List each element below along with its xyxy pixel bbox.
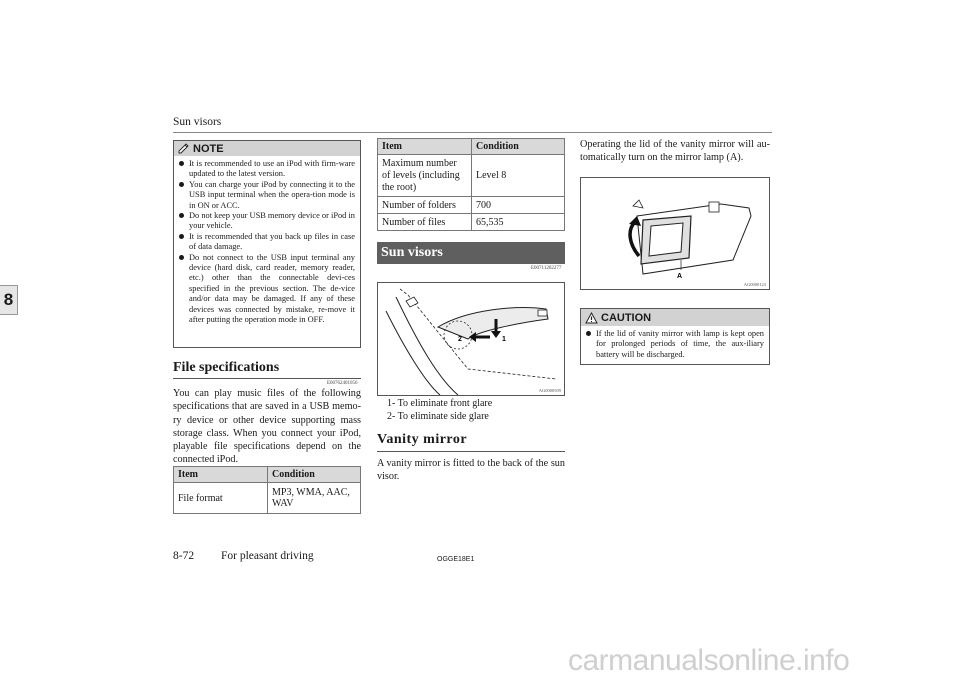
footer-code: OGGE18E1 <box>437 556 475 563</box>
table-cell: Number of folders <box>378 197 472 214</box>
table-header-condition: Condition <box>472 139 565 155</box>
file-specs-rule <box>173 378 361 379</box>
file-format-table <box>173 466 361 514</box>
note-list <box>174 156 360 326</box>
limits-table <box>377 138 565 231</box>
note-header <box>174 141 360 156</box>
note-item: It is recommended that you back up files in case of data damage. <box>179 232 355 253</box>
table-cell: 65,535 <box>472 214 565 231</box>
vanity-mirror-body: A vanity mirror is fitted to the back of the sun visor. <box>377 458 565 483</box>
table-row <box>378 197 565 214</box>
note-item: You can charge your iPod by connecting it to the USB input terminal when the opera-tion mode is in ON or ACC. <box>179 180 355 211</box>
caution-title: CAUTION <box>601 311 652 324</box>
figure-label-a: A <box>677 273 683 280</box>
table-cell: Level 8 <box>472 155 565 197</box>
sun-visors-banner: Sun visors <box>377 242 565 264</box>
note-box <box>173 140 361 348</box>
bullet-icon <box>179 213 184 218</box>
caption-side-glare: 2- To eliminate side glare <box>387 411 489 422</box>
file-specs-heading: File specifications <box>173 360 280 375</box>
vanity-mirror-heading: Vanity mirror <box>377 432 468 447</box>
sun-visor-figure <box>377 282 565 396</box>
bullet-icon <box>179 161 184 166</box>
note-item: Do not keep your USB memory device or iPod in your vehicle. <box>179 211 355 232</box>
table-row <box>174 483 361 514</box>
caution-item: If the lid of vanity mirror with lamp is kept open for prolonged periods of time, the aux-iliary battery will be discharged. <box>581 326 769 360</box>
table-header-condition: Condition <box>268 467 361 483</box>
figure-id: AG0000123 <box>743 282 766 287</box>
figure-id: AG0000509 <box>538 388 561 393</box>
bullet-icon <box>179 255 184 260</box>
table-cell: Maximum number of levels (including the root) <box>378 155 472 197</box>
table-row <box>378 214 565 231</box>
bullet-icon <box>179 182 184 187</box>
header-rule <box>173 132 772 133</box>
file-specs-code: E00762401056 <box>327 381 358 386</box>
table-cell: 700 <box>472 197 565 214</box>
running-header: Sun visors <box>173 116 222 128</box>
vanity-mirror-lamp-text: Operating the lid of the vanity mirror will au-tomatically turn on the mirror lamp (A). <box>580 139 770 164</box>
table-cell: MP3, WMA, AAC, WAV <box>268 483 361 514</box>
figure-label-2: 2 <box>458 336 462 343</box>
bullet-icon <box>179 234 184 239</box>
caution-box <box>580 308 770 365</box>
bullet-icon <box>586 331 591 336</box>
table-header-item: Item <box>174 467 268 483</box>
caution-header <box>581 309 769 326</box>
footer-section: For pleasant driving <box>221 550 314 562</box>
page-number: 8-72 <box>173 550 195 562</box>
table-header-item: Item <box>378 139 472 155</box>
chapter-tab: 8 <box>0 285 18 315</box>
warning-triangle-icon <box>585 312 598 324</box>
watermark: carmanualsonline.info <box>568 644 850 677</box>
vanity-mirror-figure <box>580 177 770 290</box>
caption-front-glare: 1- To eliminate front glare <box>387 398 493 409</box>
table-cell: Number of files <box>378 214 472 231</box>
table-row <box>378 155 565 197</box>
note-item: Do not connect to the USB input terminal any device (hard disk, card reader, memory reader, etc.) other than the connectable devi-ces specified in the previous section. The de-vice and/or data may be damaged. If any of these devices was connected by mistake, re-move it after putting the operation mode in OFF. <box>179 253 355 326</box>
vanity-mirror-rule <box>377 451 565 452</box>
figure-label-1: 1 <box>502 336 506 343</box>
table-cell: File format <box>174 483 268 514</box>
sun-visors-code: E00711202277 <box>531 266 562 271</box>
note-title: NOTE <box>193 142 224 155</box>
file-specs-body: You can play music files of the following specifications that are saved in a USB memo-ry device or other device supporting mass storage class. When you connect your iPod, playable file specifications depend on the connected iPod. <box>173 388 361 466</box>
note-pencil-icon <box>178 143 190 154</box>
note-item: It is recommended to use an iPod with firm-ware updated to the latest version. <box>179 159 355 180</box>
vanity-mirror-illustration <box>581 178 769 289</box>
sun-visor-illustration <box>378 283 564 395</box>
